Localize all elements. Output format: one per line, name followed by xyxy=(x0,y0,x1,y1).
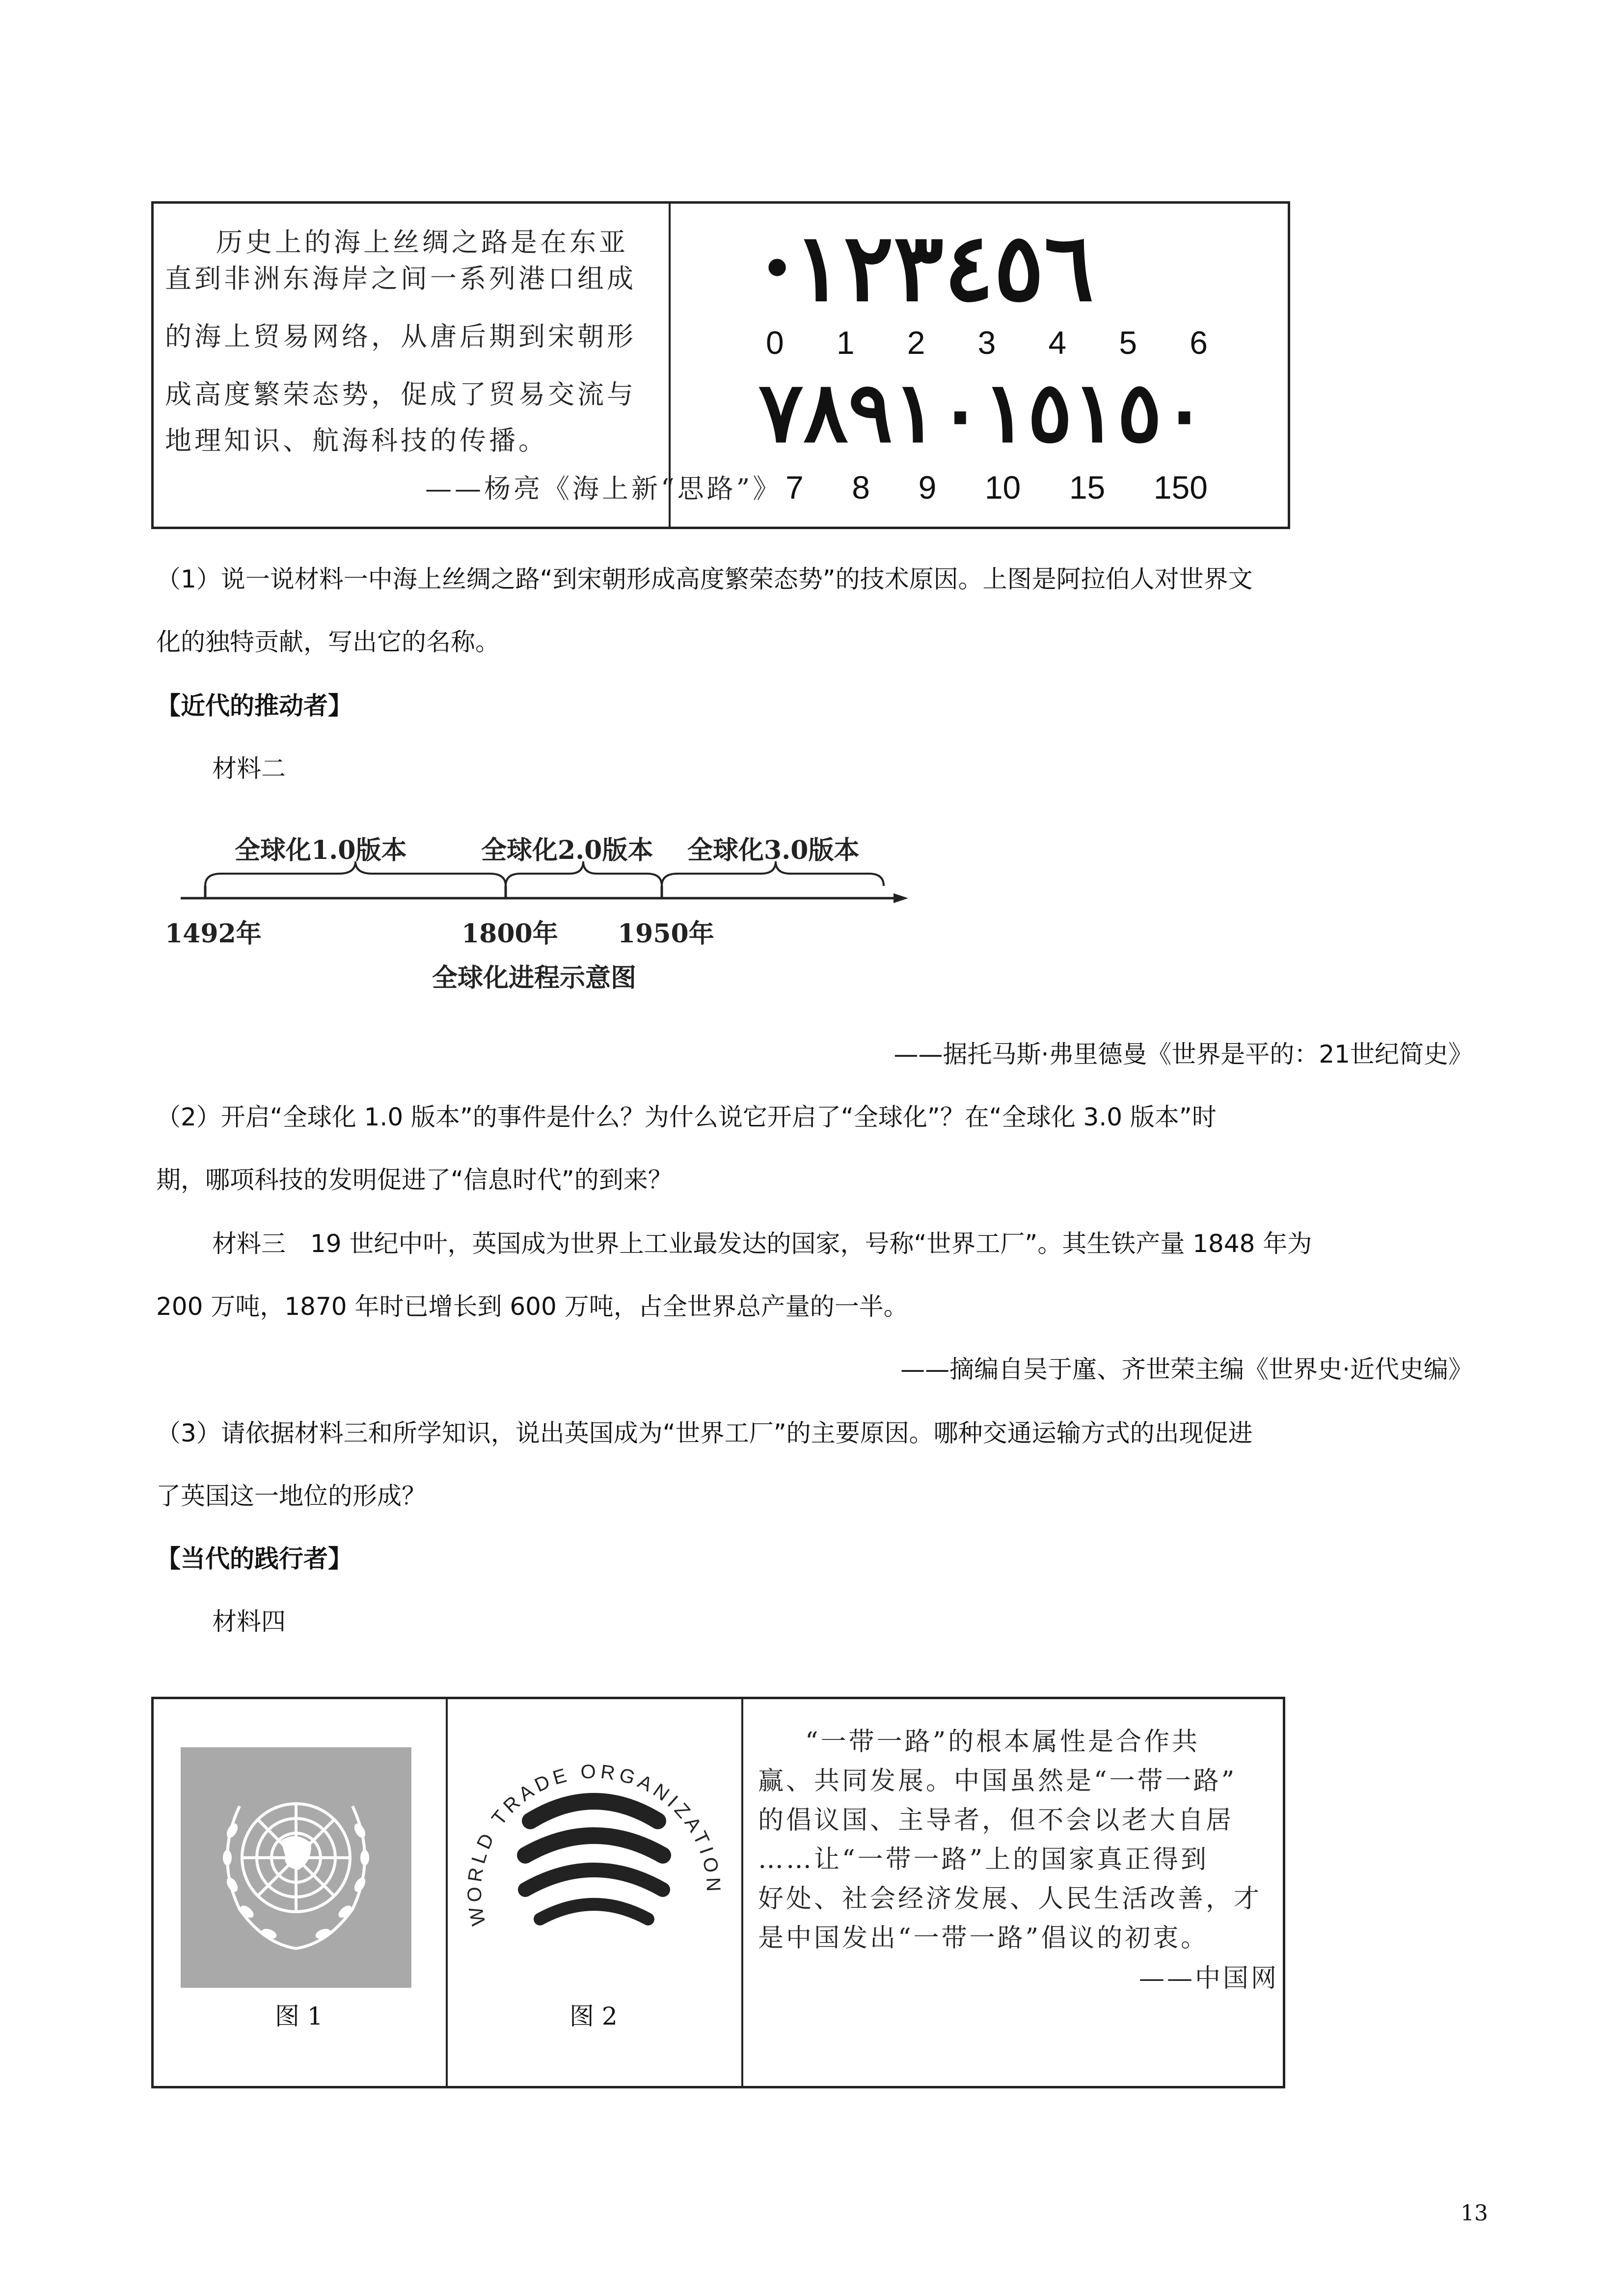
material4-line: 的倡议国、主导者，但不会以老大自居 xyxy=(758,1806,1234,1835)
material4-source: ——中国网 xyxy=(1139,1964,1279,1993)
timeline-arrow xyxy=(893,893,908,903)
numeral-8: 8 xyxy=(852,469,870,506)
material4-line: ……让“一带一路”上的国家真正得到 xyxy=(758,1845,1209,1874)
timeline-year-1800: 1800年 xyxy=(461,919,558,949)
material3-line1: 材料三 19 世纪中叶，英国成为世界上工业最发达的国家，号称“世界工厂”。其生铁产量 1848 年为 xyxy=(212,1229,1312,1258)
material1-source: ——杨亮《海上新“思路”》 xyxy=(425,473,783,504)
un-emblem-figure xyxy=(181,1747,411,1988)
numeral-10: 10 xyxy=(984,469,1021,506)
arabic-numerals-row2: ٧٨٩١٠١٥١٥٠ xyxy=(758,363,1207,461)
section-heading-contemporary: 【当代的践行者】 xyxy=(156,1545,352,1573)
page-number: 13 xyxy=(1461,2201,1488,2226)
numeral-150: 150 xyxy=(1153,469,1208,506)
question1-line2: 化的独特贡献，写出它的名称。 xyxy=(156,628,500,656)
material2-title: 材料二 xyxy=(212,754,286,783)
numeral-3: 3 xyxy=(977,324,996,361)
question1-line1: （1）说一说材料一中海上丝绸之路“到宋朝形成高度繁荣态势”的技术原因。上图是阿拉伯人对世界文 xyxy=(156,565,1253,593)
western-numerals-row2 xyxy=(785,469,1208,506)
numeral-2: 2 xyxy=(907,324,925,361)
timeline-year-1492: 1492年 xyxy=(165,919,262,949)
question3-line2: 了英国这一地位的形成？ xyxy=(156,1482,426,1510)
western-numerals-row1 xyxy=(766,324,1208,361)
arabic-numerals-row1: ·١٢٣٤٥٦ xyxy=(761,213,1094,322)
fig2-caption: 图 2 xyxy=(569,2002,618,2030)
question3-line1: （3）请依据材料三和所学知识，说出英国成为“世界工厂”的主要原因。哪种交通运输方式的出现促进 xyxy=(156,1419,1253,1447)
section-heading-modern: 【近代的推动者】 xyxy=(156,692,352,720)
material1-line: 成高度繁荣态势，促成了贸易交流与 xyxy=(165,379,636,410)
material4-divider-1 xyxy=(446,1698,448,2087)
wto-logo-icon xyxy=(457,1737,731,1968)
numeral-9: 9 xyxy=(918,469,937,506)
question2-line1: （2）开启“全球化 1.0 版本”的事件是什么？为什么说它开启了“全球化”？在“全球化 3.0 版本”时 xyxy=(156,1103,1217,1131)
question2-line2: 期，哪项科技的发明促进了“信息时代”的到来？ xyxy=(156,1166,673,1194)
timeline-label-v1: 全球化1.0版本 xyxy=(235,835,407,865)
wto-arc-text: WORLD TRADE ORGANIZATION xyxy=(463,1761,725,1928)
material4-line: 赢、共同发展。中国虽然是“一带一路” xyxy=(758,1766,1237,1796)
numeral-5: 5 xyxy=(1119,324,1137,361)
material3-source: ——摘编自吴于廑、齐世荣主编《世界史·近代史编》 xyxy=(900,1355,1473,1384)
material1-line: 直到非洲东海岸之间一系列港口组成 xyxy=(165,263,636,294)
material1-line: 地理知识、航海科技的传播。 xyxy=(165,425,548,456)
numeral-0: 0 xyxy=(766,324,784,361)
material4-line: “一带一路”的根本属性是合作共 xyxy=(805,1727,1200,1757)
material4-line: 好处、社会经济发展、人民生活改善，才 xyxy=(758,1884,1262,1914)
material4-title: 材料四 xyxy=(212,1607,286,1636)
numeral-4: 4 xyxy=(1048,324,1067,361)
material3-line2: 200 万吨，1870 年时已增长到 600 万吨，占全世界总产量的一半。 xyxy=(156,1292,908,1321)
timeline-label-v3: 全球化3.0版本 xyxy=(687,835,860,865)
numeral-6: 6 xyxy=(1190,324,1208,361)
numeral-1: 1 xyxy=(836,324,855,361)
material4-divider-2 xyxy=(741,1698,743,2087)
timeline-year-1950: 1950年 xyxy=(618,919,714,949)
material4-line: 是中国发出“一带一路”倡议的初衷。 xyxy=(758,1923,1209,1953)
timeline-caption: 全球化进程示意图 xyxy=(432,963,637,993)
material2-source: ——据托马斯·弗里德曼《世界是平的：21世纪简史》 xyxy=(893,1040,1473,1068)
un-emblem-icon xyxy=(181,1747,411,1988)
fig1-caption: 图 1 xyxy=(275,2002,323,2030)
numeral-7: 7 xyxy=(785,469,804,506)
material1-line: 历史上的海上丝绸之路是在东亚 xyxy=(216,227,628,258)
timeline-label-v2: 全球化2.0版本 xyxy=(481,835,653,865)
numeral-15: 15 xyxy=(1069,469,1106,506)
material1-line: 的海上贸易网络，从唐后期到宋朝形 xyxy=(165,321,636,352)
